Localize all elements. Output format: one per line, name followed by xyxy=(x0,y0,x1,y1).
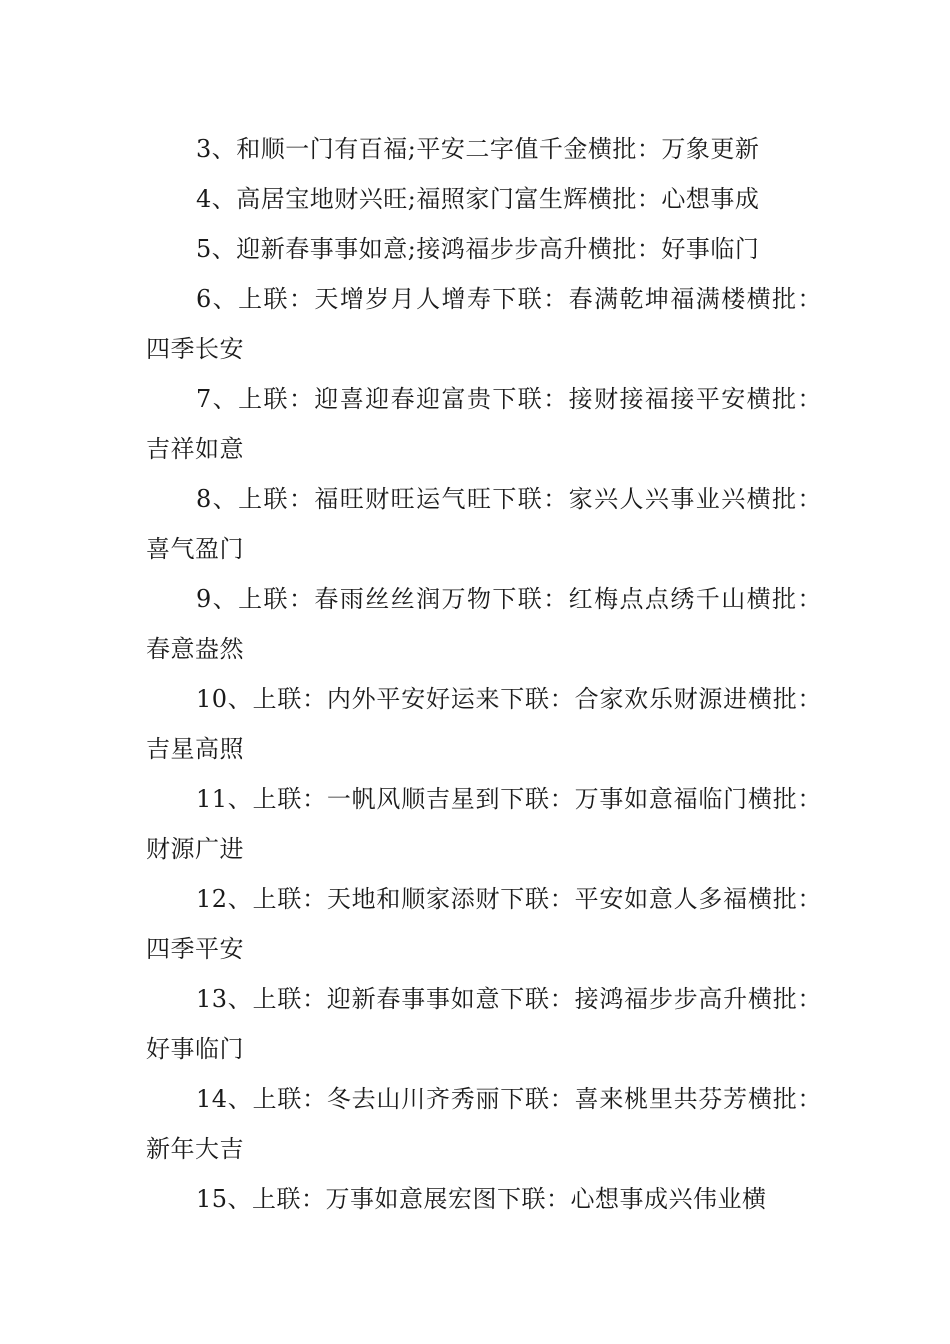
document-body xyxy=(146,124,822,1224)
couplet-paragraph-14: 14、上联：冬去山川齐秀丽下联：喜来桃里共芬芳横批：新年大吉 xyxy=(146,1085,822,1163)
couplet-paragraph-4: 4、高居宝地财兴旺;福照家门富生辉横批：心想事成 xyxy=(196,185,760,213)
couplet-paragraph-9: 9、上联：春雨丝丝润万物下联：红梅点点绣千山横批：春意盎然 xyxy=(146,585,822,663)
couplet-paragraph-11: 11、上联：一帆风顺吉星到下联：万事如意福临门横批：财源广进 xyxy=(146,785,822,863)
couplet-paragraph-13: 13、上联：迎新春事事如意下联：接鸿福步步高升横批：好事临门 xyxy=(146,985,822,1063)
couplet-paragraph-5: 5、迎新春事事如意;接鸿福步步高升横批：好事临门 xyxy=(196,235,760,263)
couplet-paragraph-8: 8、上联：福旺财旺运气旺下联：家兴人兴事业兴横批：喜气盈门 xyxy=(146,485,822,563)
couplet-paragraph-15: 15、上联：万事如意展宏图下联：心想事成兴伟业横 xyxy=(196,1185,767,1213)
couplet-paragraph-7: 7、上联：迎喜迎春迎富贵下联：接财接福接平安横批：吉祥如意 xyxy=(146,385,822,463)
couplet-paragraph-6: 6、上联：天增岁月人增寿下联：春满乾坤福满楼横批：四季长安 xyxy=(146,285,822,363)
couplet-paragraph-10: 10、上联：内外平安好运来下联：合家欢乐财源进横批：吉星高照 xyxy=(146,685,822,763)
couplet-paragraph-12: 12、上联：天地和顺家添财下联：平安如意人多福横批：四季平安 xyxy=(146,885,822,963)
couplet-paragraph-3: 3、和顺一门有百福;平安二字值千金横批：万象更新 xyxy=(196,135,760,163)
